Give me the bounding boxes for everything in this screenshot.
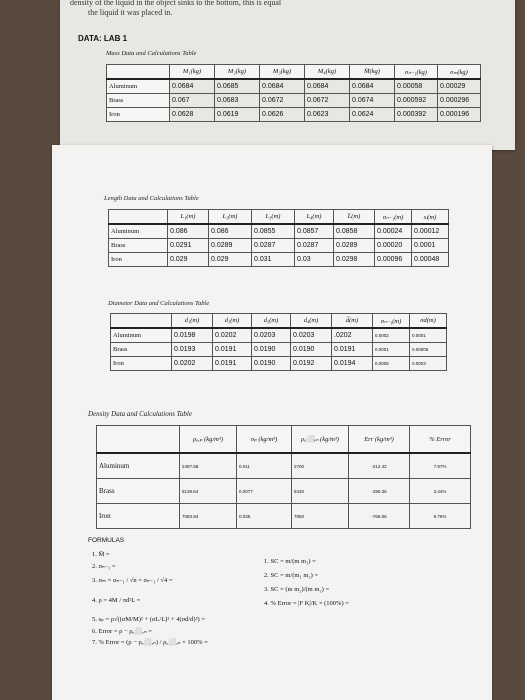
row-label: Aluminum [97,453,180,479]
table-cell: 0.0002 [373,328,410,343]
table-header-cell: L̅(m) [334,210,375,225]
table-cell: 0.0203 [252,328,291,343]
row-label: Brass [111,343,172,357]
formulas-right-list [264,555,464,611]
table-cell: 0.000296 [438,94,481,108]
table-cell: 0.0191 [213,357,252,371]
table-cell: 0.0006 [373,357,410,371]
table-cell: 0.067 [170,94,215,108]
table-cell: 0.00096 [375,253,412,267]
table-cell: 0.0298 [334,253,375,267]
table-header-cell: Err (kg/m³) [349,426,410,454]
table-cell: 0.0192 [291,357,332,371]
table-header-cell [107,65,170,80]
table-cell: 0.0683 [215,94,260,108]
table-header-cell: ρₐ⬜ₑₙ (kg/m³) [292,426,349,454]
table-cell: 0.0674 [350,94,395,108]
formula-item: 3. σₘ = σₙ₋₁ / √n = σₙ₋₁ / √4 = [92,577,173,584]
top-text-line-2: the liquid it was placed in. [88,8,173,17]
table-cell: 0.0190 [291,343,332,357]
formula-item: 2. σₙ₋₁ = [92,562,116,570]
table-cell: 8139.64 [180,479,237,504]
table-cell: 0.0077 [237,479,292,504]
table-cell: 0.00024 [375,224,412,239]
density-data-table [96,425,471,529]
table-cell: 0.0193 [172,343,213,357]
table-row [107,108,481,122]
formula-item: 2. SC = m/(m₁ m₂) = [264,572,319,579]
density-table-caption: Density Data and Calculations Table [88,410,192,418]
table-cell: 0.086 [168,224,209,239]
formula-item: 1. SC = m/(m m₁) = [264,558,316,565]
table-cell: 0.03 [295,253,334,267]
table-cell: 0.0624 [350,108,395,122]
table-cell: 0.0684 [170,79,215,94]
table-cell: 0.0287 [252,239,295,253]
row-label: Brass [107,94,170,108]
table-header-cell: σₚ (kg/m³) [237,426,292,454]
row-label: Aluminum [109,224,168,239]
table-cell: 0.086 [209,224,252,239]
table-row [97,479,471,504]
row-label: Iron [111,357,172,371]
table-row [107,79,481,94]
mass-table-caption: Mass Data and Calculations Table [106,50,197,57]
diameter-table-caption: Diameter Data and Calculations Table [108,300,210,307]
table-header-cell: d̅(m) [332,314,373,329]
table-header-cell: σd(m) [410,314,447,329]
table-cell: -212.42 [349,453,410,479]
table-header-row [97,426,471,454]
row-label: Iron [97,504,180,529]
table-cell: 0.00029 [438,79,481,94]
table-row [97,504,471,529]
table-cell: 0.0684 [350,79,395,94]
table-header-cell: ρₑₓₚ (kg/m³) [180,426,237,454]
table-cell: 0.00048 [412,253,449,267]
table-header-cell: σₘ(kg) [438,65,481,80]
mass-data-table [106,64,481,122]
table-cell: 0.0672 [305,94,350,108]
table-header-cell: L₂(m) [209,210,252,225]
table-header-row [107,65,481,80]
row-label: Iron [109,253,168,267]
table-cell: 0.0191 [332,343,373,357]
table-cell: 0.011 [237,453,292,479]
table-header-cell: M₂(kg) [215,65,260,80]
table-cell: 3.44% [410,479,471,504]
table-header-row [111,314,447,329]
table-header-cell: σₙ₋₁(kg) [395,65,438,80]
row-label: Brass [109,239,168,253]
table-cell: 7.87% [410,453,471,479]
table-header-cell: d₃(m) [252,314,291,329]
table-header-cell: L₃(m) [252,210,295,225]
table-header-cell: % Error [410,426,471,454]
table-cell: 0.0619 [215,108,260,122]
table-cell: 0.0003 [410,357,447,371]
table-cell: 0.029 [168,253,209,267]
row-label: Iron [107,108,170,122]
table-cell: 0.00020 [375,239,412,253]
formula-item: 6. Error = ρ − ρₐ⬜ₑₙ = [92,627,152,635]
table-header-cell: σₙ₋₁(m) [375,210,412,225]
row-label: Brass [97,479,180,504]
table-cell: 2700 [292,453,349,479]
table-header-cell: M₄(kg) [305,65,350,80]
table-cell: 2487.58 [180,453,237,479]
table-cell: 0.0191 [213,343,252,357]
table-cell: 0.00012 [412,224,449,239]
table-header-cell [111,314,172,329]
main-paper-sheet [52,145,492,700]
table-cell: 0.0190 [252,343,291,357]
table-header-cell: M₁(kg) [170,65,215,80]
table-row [111,343,447,357]
row-label: Aluminum [107,79,170,94]
table-row [111,357,447,371]
table-header-cell: L₁(m) [168,210,209,225]
table-cell: 0.000196 [438,108,481,122]
formula-item: 3. SC = (m m₂)/(m m₂) = [264,586,330,593]
table-cell: 0.0198 [172,328,213,343]
table-cell: 0.0001 [373,343,410,357]
table-header-cell: d₂(m) [213,314,252,329]
table-cell: 9.76% [410,504,471,529]
table-cell: 0.0190 [252,357,291,371]
table-cell: 0.000592 [395,94,438,108]
table-header-cell: d₁(m) [172,314,213,329]
table-cell: 8430 [292,479,349,504]
formula-item: 1. M̅ = [92,551,110,558]
table-cell: 0.0289 [209,239,252,253]
table-row [109,239,449,253]
formula-item: 4. % Error = |F K|/K × (100%) = [264,600,349,607]
table-cell: 0.031 [252,253,295,267]
table-cell: 0.000392 [395,108,438,122]
table-cell: 0.0857 [295,224,334,239]
table-header-row [109,210,449,225]
formula-item: 4. ρ = 4M / πd²L = [92,596,141,604]
table-header-cell: L₄(m) [295,210,334,225]
table-cell: 0.0685 [215,79,260,94]
table-header-cell: σₙ₋₁(m) [373,314,410,329]
data-heading: DATA: LAB 1 [78,34,128,43]
table-cell: 0.0194 [332,357,373,371]
table-cell: 0.0623 [305,108,350,122]
table-cell: 0.035 [237,504,292,529]
table-cell: 0.00058 [395,79,438,94]
table-cell: 0.0626 [260,108,305,122]
table-row [97,453,471,479]
table-cell: 0.0001 [412,239,449,253]
table-cell: 7083.94 [180,504,237,529]
table-cell: -766.06 [349,504,410,529]
table-cell: 0.0628 [170,108,215,122]
length-data-table [108,209,449,267]
table-cell: .0202 [332,328,373,343]
table-cell: -290.36 [349,479,410,504]
table-cell: 7850 [292,504,349,529]
table-cell: 0.0672 [260,94,305,108]
table-cell: 0.029 [209,253,252,267]
table-cell: 0.0684 [305,79,350,94]
table-header-cell: M̅(kg) [350,65,395,80]
table-header-cell: d₄(m) [291,314,332,329]
table-cell: 0.0289 [334,239,375,253]
table-header-cell: M₃(kg) [260,65,305,80]
formula-item: 5. sₚ = ρ√((σM/M)² + (σL/L)² + 4(σd/d)²) = [92,616,206,623]
table-cell: 0.0855 [252,224,295,239]
table-cell: 0.0203 [291,328,332,343]
table-cell: 0.0202 [213,328,252,343]
table-row [111,328,447,343]
table-cell: 0.0001 [410,328,447,343]
table-header-cell [109,210,168,225]
row-label: Aluminum [111,328,172,343]
table-cell: 0.00005 [410,343,447,357]
table-cell: 0.0858 [334,224,375,239]
table-row [109,253,449,267]
top-paper-sheet [60,0,515,150]
length-table-caption: Length Data and Calculations Table [104,195,199,202]
top-text-line-1: density of the liquid in the object sinks to the bottom, this is equal [70,0,282,7]
table-row [107,94,481,108]
table-cell: 0.0202 [172,357,213,371]
table-header-cell: sₗ(m) [412,210,449,225]
table-cell: 0.0287 [295,239,334,253]
diameter-data-table [110,313,447,371]
formulas-left-list [92,549,267,649]
table-cell: 0.0684 [260,79,305,94]
table-row [109,224,449,239]
formula-item: 7. % Error = (ρ − ρₐ⬜ₑₙ) / ρₐ⬜ₑₙ × 100% = [92,639,208,646]
formulas-title: FORMULAS [88,537,125,544]
table-header-cell [97,426,180,454]
table-cell: 0.0291 [168,239,209,253]
